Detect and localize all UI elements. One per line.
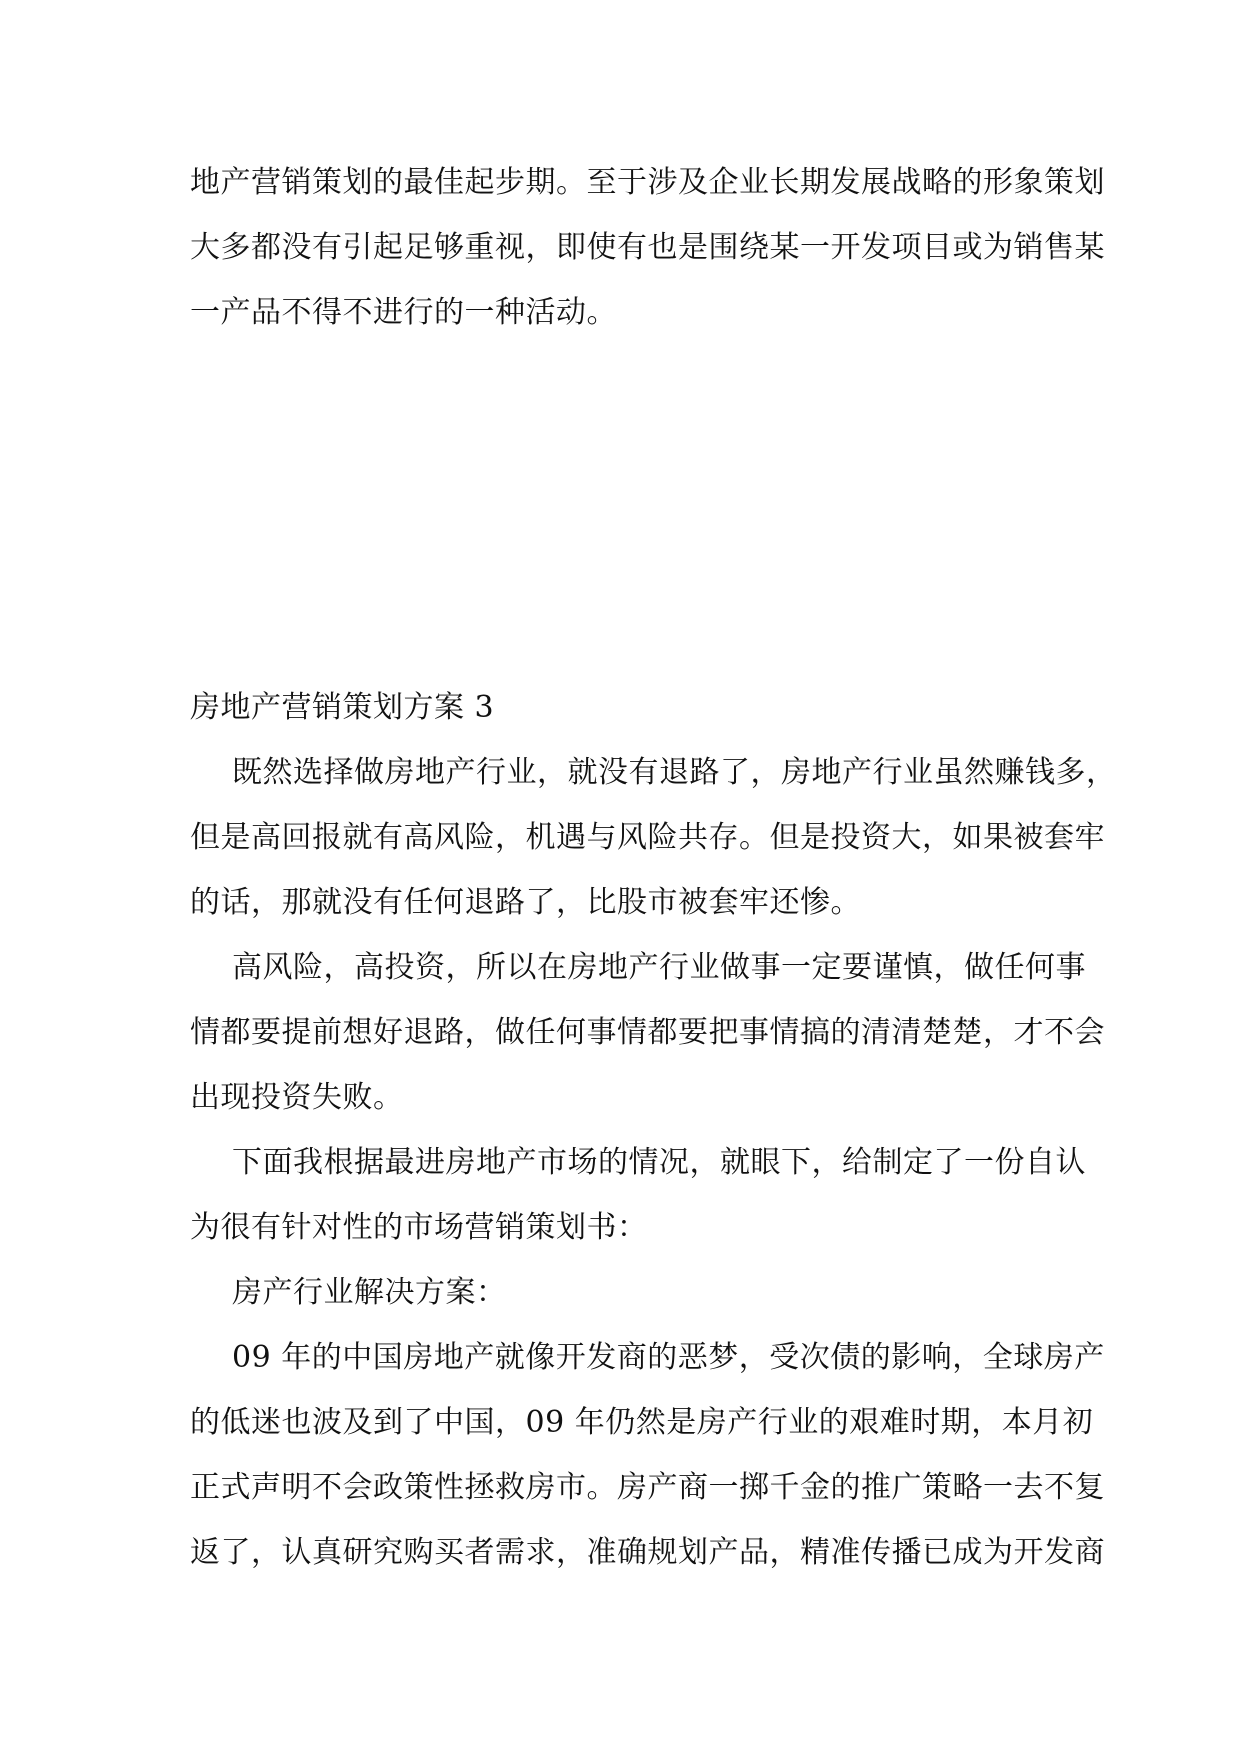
section-heading: 房地产营销策划方案 3 (190, 690, 495, 725)
paragraph-1-line-2: 但是高回报就有高风险，机遇与风险共存。但是投资大，如果被套牢 (190, 820, 1105, 855)
paragraph-2-line-3: 出现投资失败。 (190, 1080, 404, 1115)
paragraph-3-line-1: 下面我根据最进房地产市场的情况，就眼下，给制定了一份自认 (232, 1145, 1086, 1180)
paragraph-5-line-2: 的低迷也波及到了中国，09 年仍然是房产行业的艰难时期，本月初 (190, 1405, 1094, 1440)
paragraph-5-line-4: 返了，认真研究购买者需求，准确规划产品，精准传播已成为开发商 (190, 1535, 1105, 1570)
paragraph-4-line-1: 房产行业解决方案： (232, 1275, 507, 1310)
paragraph-1-line-1: 既然选择做房地产行业，就没有退路了，房地产行业虽然赚钱多， (232, 755, 1117, 790)
paragraph-5-line-1: 09 年的中国房地产就像开发商的恶梦，受次债的影响，全球房产 (232, 1340, 1105, 1375)
paragraph-1-line-3: 的话，那就没有任何退路了，比股市被套牢还惨。 (190, 885, 861, 920)
paragraph-3-line-2: 为很有针对性的市场营销策划书： (190, 1210, 648, 1245)
continuation-line-2: 大多都没有引起足够重视，即使有也是围绕某一开发项目或为销售某 (190, 230, 1105, 265)
continuation-line-1: 地产营销策划的最佳起步期。至于涉及企业长期发展战略的形象策划 (190, 165, 1105, 200)
paragraph-2-line-2: 情都要提前想好退路，做任何事情都要把事情搞的清清楚楚，才不会 (190, 1015, 1105, 1050)
paragraph-2-line-1: 高风险，高投资，所以在房地产行业做事一定要谨慎，做任何事 (232, 950, 1086, 985)
paragraph-5-line-3: 正式声明不会政策性拯救房市。房产商一掷千金的推广策略一去不复 (190, 1470, 1105, 1505)
continuation-line-3: 一产品不得不进行的一种活动。 (190, 295, 617, 330)
